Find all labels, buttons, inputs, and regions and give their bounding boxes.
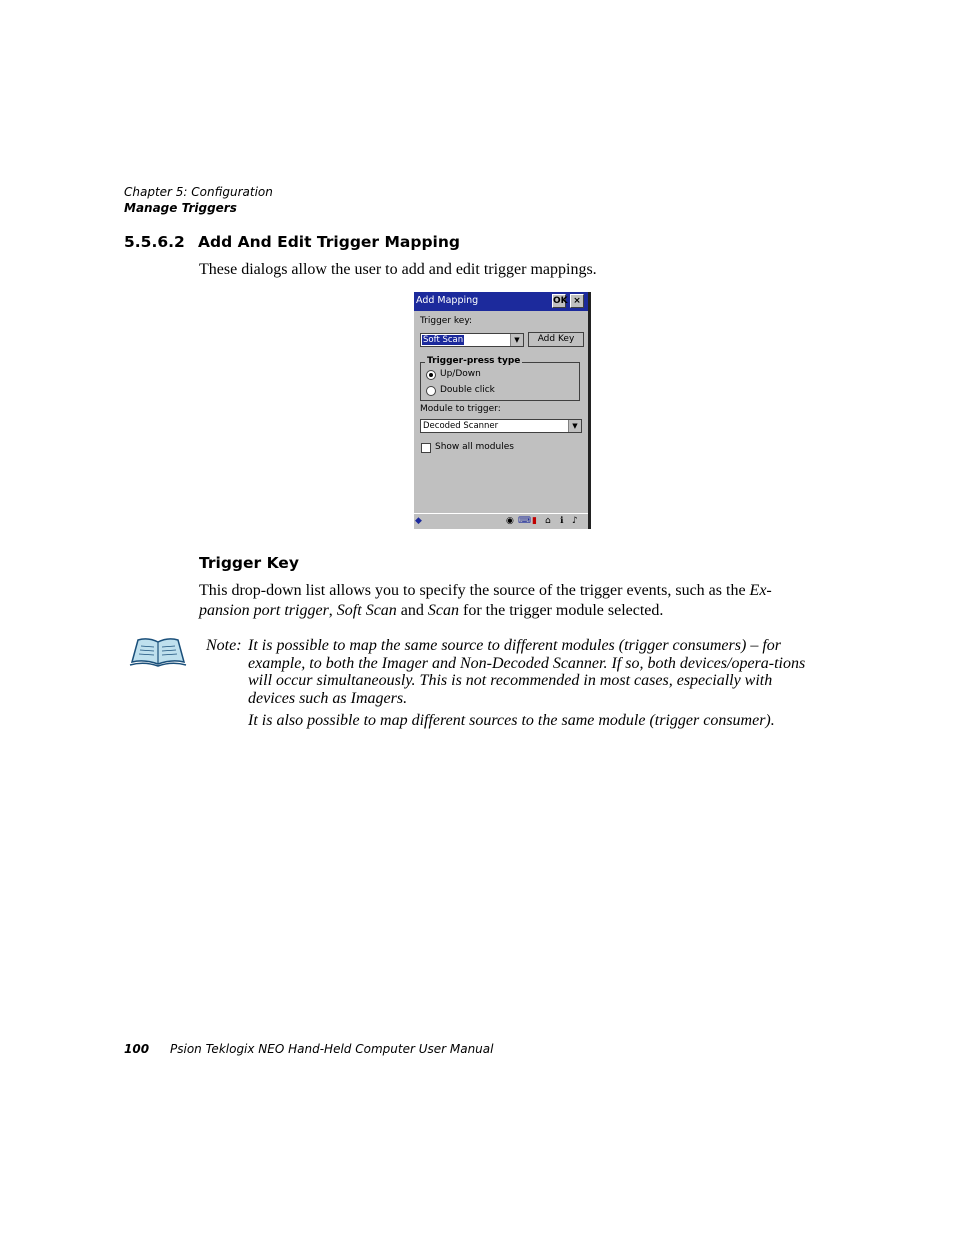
trigger-key-paragraph bbox=[199, 581, 804, 621]
running-header-chapter: Chapter 5: Configuration bbox=[124, 185, 273, 199]
note-body: It is possible to map the same source to different modules (trigger consumers) – for example, to both the Imager and Non-Decoded Scanner. If so, both devices/opera-tions will occur simultaneously. This is not recommended in most cases, especially with devices such as Imagers. bbox=[248, 637, 806, 707]
page-number: 100 bbox=[124, 1042, 150, 1056]
add-mapping-dialog-screenshot bbox=[414, 292, 591, 529]
trigger-key-label: Trigger key: bbox=[420, 316, 473, 326]
text-run: for the trigger module selected. bbox=[459, 602, 664, 619]
battery-icon[interactable]: ▮ bbox=[532, 516, 537, 526]
radio-double-click[interactable] bbox=[426, 386, 436, 396]
add-key-button[interactable]: Add Key bbox=[528, 332, 584, 347]
radio-updown[interactable] bbox=[426, 370, 436, 380]
running-header-section: Manage Triggers bbox=[124, 201, 237, 215]
bluetooth-icon[interactable]: ⌂ bbox=[545, 516, 551, 526]
expansion-port-term: Ex-pansion port trigger bbox=[199, 582, 772, 619]
module-dropdown[interactable] bbox=[420, 419, 582, 433]
trigger-key-value: Soft Scan bbox=[423, 335, 464, 345]
trigger-key-heading: Trigger Key bbox=[199, 554, 299, 572]
start-flag-icon[interactable]: ◆ bbox=[415, 516, 422, 526]
footer-title: Psion Teklogix NEO Hand-Held Computer User Manual bbox=[170, 1042, 494, 1056]
network-icon[interactable]: ◉ bbox=[506, 516, 514, 526]
trigger-key-dropdown[interactable] bbox=[420, 333, 524, 347]
text-run: , bbox=[328, 602, 337, 619]
module-label: Module to trigger: bbox=[420, 404, 501, 414]
info-icon[interactable]: ℹ bbox=[560, 516, 564, 526]
chevron-down-icon: ▼ bbox=[510, 334, 523, 346]
close-button[interactable]: × bbox=[570, 294, 584, 308]
soft-scan-term: Soft Scan bbox=[336, 602, 397, 619]
radio-double-click-label: Double click bbox=[440, 385, 495, 395]
taskbar bbox=[414, 513, 588, 529]
section-number: 5.5.6.2 bbox=[124, 233, 185, 251]
chevron-down-icon: ▼ bbox=[568, 420, 581, 432]
speaker-icon[interactable]: ♪ bbox=[572, 516, 578, 526]
note-block bbox=[206, 637, 806, 707]
trigger-press-type-group bbox=[420, 356, 580, 401]
ok-button[interactable]: OK bbox=[553, 296, 568, 306]
section-intro: These dialogs allow the user to add and edit trigger mappings. bbox=[199, 261, 597, 278]
show-all-modules-checkbox[interactable] bbox=[421, 443, 431, 453]
open-book-icon bbox=[128, 634, 188, 668]
text-run: This drop-down list allows you to specify the source of the trigger events, such as the bbox=[199, 582, 750, 599]
text-run: and bbox=[396, 602, 428, 619]
section-heading bbox=[124, 233, 460, 251]
radio-updown-label: Up/Down bbox=[440, 369, 481, 379]
dialog-title: Add Mapping bbox=[416, 295, 479, 306]
note-body-2: It is also possible to map different sources to the same module (trigger consumer). bbox=[248, 712, 775, 729]
page-footer bbox=[124, 1042, 493, 1056]
dialog-titlebar bbox=[414, 292, 588, 311]
show-all-modules-label: Show all modules bbox=[435, 442, 514, 452]
section-title: Add And Edit Trigger Mapping bbox=[198, 233, 460, 251]
scan-term: Scan bbox=[427, 602, 460, 619]
module-value: Decoded Scanner bbox=[423, 421, 499, 431]
keyboard-icon[interactable]: ⌨ bbox=[518, 516, 531, 526]
trigger-press-type-label: Trigger-press type bbox=[427, 356, 521, 366]
note-lead: Note: bbox=[206, 637, 242, 654]
